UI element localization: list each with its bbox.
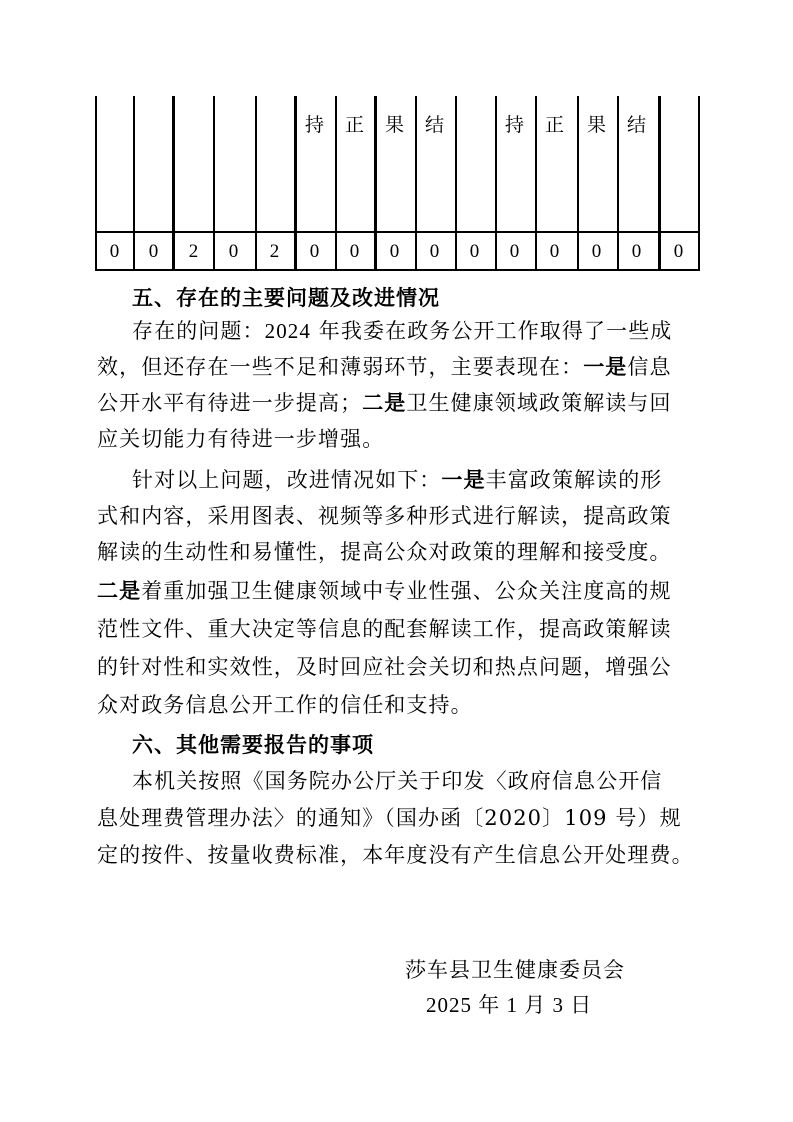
- table-value-cell: 0: [591, 241, 602, 262]
- section-heading-problems: 五、存在的主要问题及改进情况: [132, 286, 440, 310]
- paragraph-line: 息处理费管理办法〉的通知》（国办函〔2020〕109 号）规: [97, 806, 682, 830]
- table-header-cell: 果: [586, 114, 606, 136]
- paragraph-line: 解读的生动性和易懂性，提高公众对政策的理解和接受度。: [97, 540, 672, 564]
- signature-organization: 莎车县卫生健康委员会: [405, 958, 625, 982]
- paragraph-line: 应关切能力有待进一步增强。: [97, 427, 385, 451]
- table-value-cell: 2: [188, 241, 199, 262]
- year-text: 2024: [264, 319, 312, 343]
- table-header-cell: 正: [344, 114, 364, 136]
- paragraph-line: 公开水平有待进一步提高；二是卫生健康领域政策解读与回: [97, 391, 672, 415]
- paragraph-lead: 存在的问题：: [132, 319, 265, 343]
- paragraph-line: 针对以上问题，改进情况如下：一是丰富政策解读的形: [132, 468, 663, 492]
- emphasis-text: 一是: [441, 468, 486, 492]
- table-value-cell: 2: [269, 241, 280, 262]
- paragraph-line: 的针对性和实效性，及时回应社会关切和热点问题，增强公: [97, 655, 672, 679]
- table-header-cell: 持: [304, 114, 324, 136]
- table-value-cell: 0: [148, 241, 159, 262]
- emphasis-text: 二是: [362, 391, 407, 415]
- paragraph-line: 效，但还存在一些不足和薄弱环节，主要表现在：一是信息: [97, 355, 672, 379]
- paragraph-line: 存在的问题：2024 年我委在政务公开工作取得了一些成: [132, 319, 673, 343]
- paragraph-line: 范性文件、重大决定等信息的配套解读工作，提高政策解读: [97, 617, 672, 641]
- emphasis-text: 一是: [583, 355, 628, 379]
- table-header-cell: 结: [626, 114, 646, 136]
- table-header-cell: 结: [424, 114, 444, 136]
- table-value-cell: 0: [429, 241, 440, 262]
- table-value-cell: 0: [631, 241, 642, 262]
- table-value-cell: 0: [309, 241, 320, 262]
- table-value-cell: 0: [389, 241, 400, 262]
- paragraph-line: 众对政务信息公开工作的信任和支持。: [97, 693, 473, 717]
- paragraph-line: 本机关按照《国务院办公厅关于印发〈政府信息公开信: [132, 769, 663, 793]
- table-value-cell: 0: [228, 241, 239, 262]
- table-header-cell: 正: [544, 114, 564, 136]
- table-value-cell: 0: [549, 241, 560, 262]
- table-value-cell: 0: [509, 241, 520, 262]
- table-header-cell: 果: [384, 114, 404, 136]
- signature-date: 2025 年 1 月 3 日: [426, 993, 593, 1017]
- table-value-cell: 0: [109, 241, 120, 262]
- paragraph-line: 定的按件、按量收费标准，本年度没有产生信息公开处理费。: [97, 843, 694, 867]
- table-header-cell: 持: [504, 114, 524, 136]
- table-value-cell: 0: [673, 241, 684, 262]
- paragraph-line: 二是着重加强卫生健康领域中专业性强、公众关注度高的规: [97, 579, 672, 603]
- paragraph-line: 式和内容，采用图表、视频等多种形式进行解读，提高政策: [97, 504, 672, 528]
- table-value-cell: 0: [349, 241, 360, 262]
- statistics-table-fragment: [95, 96, 700, 271]
- emphasis-text: 二是: [97, 579, 142, 603]
- table-value-cell: 0: [469, 241, 480, 262]
- section-heading-other-matters: 六、其他需要报告的事项: [132, 733, 374, 757]
